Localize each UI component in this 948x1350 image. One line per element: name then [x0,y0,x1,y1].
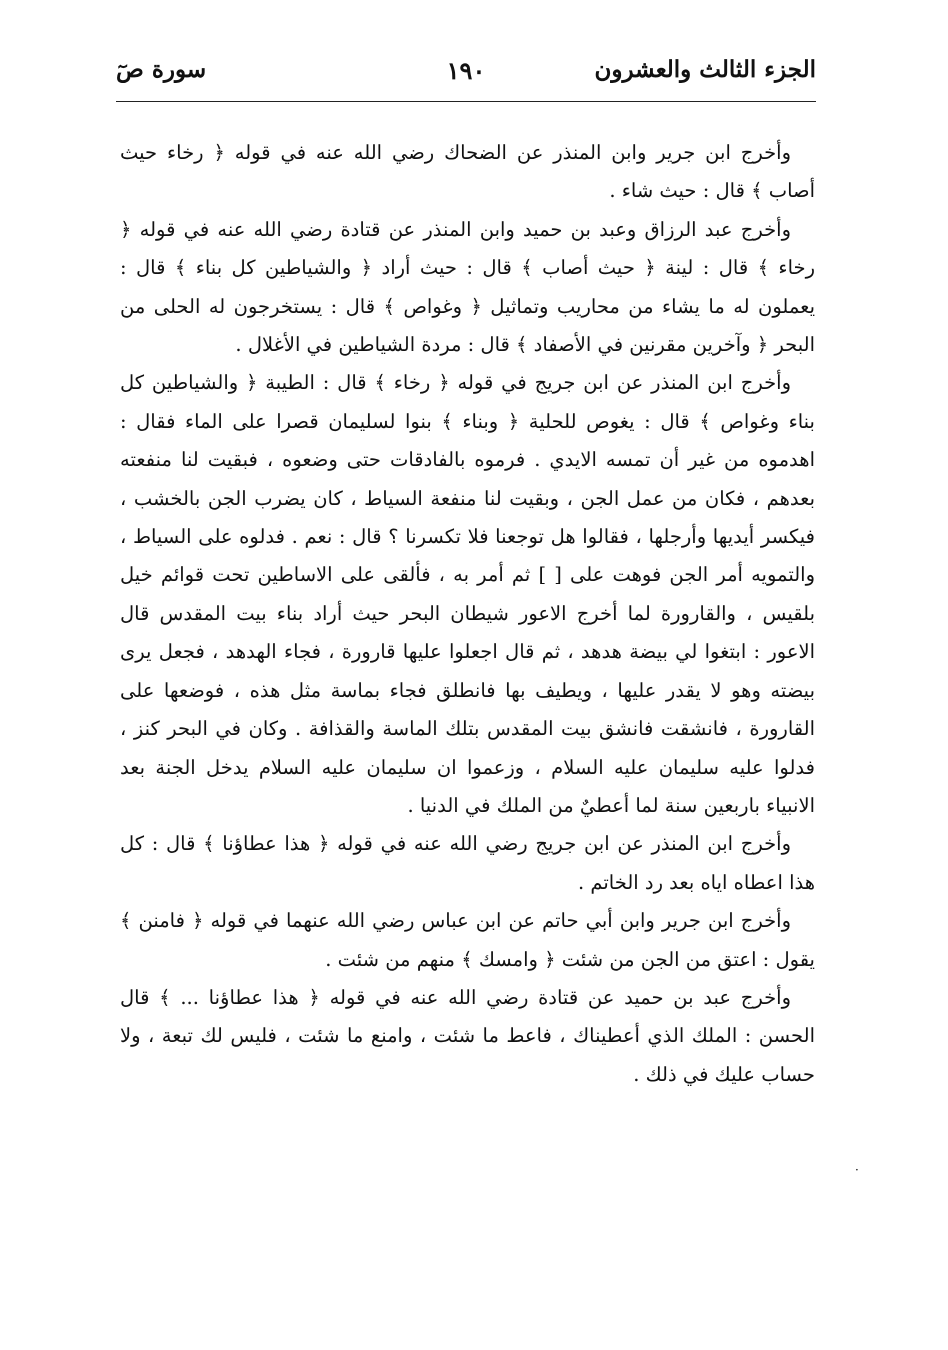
surah-title: سورة صٓ [116,56,207,83]
paragraph: وأخرج عبد الرزاق وعبد بن حميد وابن المنذر عن قتادة رضي الله عنه في قوله ﴿ رخاء ﴾ قال : لينة ﴿ حيث أصاب ﴾ قال : حيث أراد ﴿ والشياطين كل بناء ﴾ قال : يعملون له ما يشاء من محاريب وتماثيل ﴿ وغواص ﴾ قال : يستخرجون له الحلى من البحر ﴿ وآخرين مقرنين في الأصفاد ﴾ قال : مردة الشياطين في الأغلال . [120,217,816,357]
header-rule [116,101,816,102]
paragraph: وأخرج ابن جرير وابن المنذر عن الضحاك رضي الله عنه في قوله ﴿ رخاء حيث أصاب ﴾ قال : حيث شاء . [120,141,815,203]
paragraph: وأخرج ابن المنذر عن ابن جريج في قوله ﴿ رخاء ﴾ قال : الطيبة ﴿ والشياطين كل بناء وغواص ﴾ قال : يغوص للحلية ﴿ وبناء ﴾ بنوا لسليمان قصرا على الماء فقال : اهدموه من غير أن تمسه الايدي . فرموه بالفادقات حتى وضعوه ، فبقيت لنا منفعته بعدهم ، فكان من عمل الجن ، وبقيت لنا منفعة السياط ، كان يضرب الجن بالخشب ، فيكسر أيديها وأرجلها ، فقالوا هل توجعنا فلا تكسرنا ؟ قال : نعم . فدلوه على السياط ، والتمويه أمر الجن فوهت على [ ] ثم أمر به ، فألقى على الاساطين تحت قوائم خيل بلقيس ، والقارورة لما أخرج الاعور شيطان البحر حيث أراد بناء بيت المقدس قال الاعور : ابتغوا لي بيضة هدهد ، ثم قال اجعلوا عليها قارورة ، فجاء الهدهد ، فجعل يرى بيضته وهو لا يقدر عليها ، ويطيف بها فانطلق فجاء بماسة مثل هذه ، فوضعها على القارورة ، فانشقت فانشق بيت المقدس بتلك الماسة والقذافة . وكان في البحر كنز ، فدلوا عليه سليمان عليه السلام ، وزعموا ان سليمان عليه السلام يدخل الجنة بعد الانبياء باربعين سنة لما أعطيٌ من الملك في الدنيا . [120,371,815,817]
page-number: ١٩٠ [446,56,486,85]
part-title: الجزء الثالث والعشرون [594,56,816,83]
paragraph: وأخرج عبد بن حميد عن قتادة رضي الله عنه في قوله ﴿ هذا عطاؤنا ... ﴾ قال الحسن : الملك الذي أعطيناك ، فاعط ما شئت ، وامنع ما شئت ، فليس لك تبعة ، ولا حساب عليك في ذلك . [120,985,815,1086]
main-text [120,134,815,1094]
running-header [116,56,816,96]
paragraph: وأخرج ابن المنذر عن ابن جريج رضي الله عنه في قوله ﴿ هذا عطاؤنا ﴾ قال : كل هذا اعطاه اياه بعد رد الخاتم . [120,832,815,894]
margin-mark: · [855,1163,859,1177]
paragraph: وأخرج ابن جرير وابن أبي حاتم عن ابن عباس رضي الله عنهما في قوله ﴿ فامنن ﴾ يقول : اعتق من الجن من شئت ﴿ وامسك ﴾ منهم من شئت . [120,909,815,971]
